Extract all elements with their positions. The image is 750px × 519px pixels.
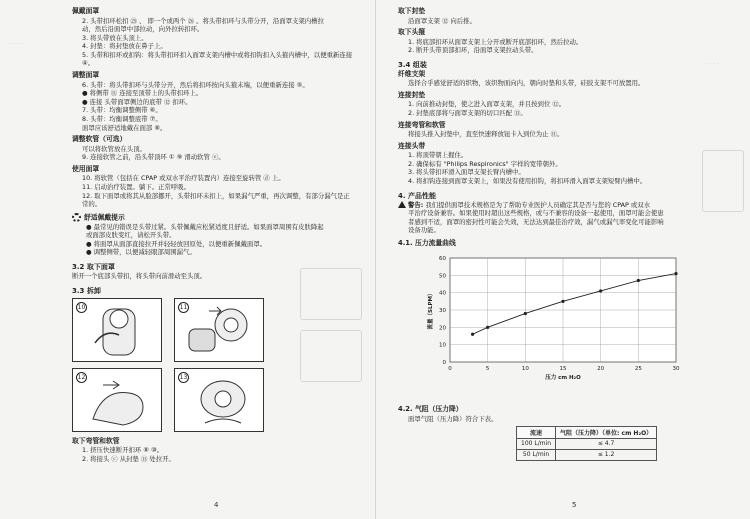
text-line: 面罩应该舒适地戴在面部 ⑧。 <box>82 123 167 132</box>
bleed-through-text: · · · · · <box>8 41 24 47</box>
data-point <box>637 279 640 282</box>
section-heading: 使用面罩 <box>72 164 100 173</box>
data-point <box>599 290 602 293</box>
y-tick-label: 50 <box>439 273 446 280</box>
text-line: 动，然后沿面罩中部拉动，向外拉转扣环。 <box>82 25 204 34</box>
text-line: ● 连接 头带面罩侧边的底带 ⑫ 扣环。 <box>82 97 192 106</box>
y-tick-label: 60 <box>439 256 446 263</box>
table-header-row <box>517 426 657 438</box>
table-cell: ≤ 4.7 <box>556 438 657 449</box>
figure-number: 10 <box>77 303 86 311</box>
text-line: 3. 将头带放在头顶上。 <box>82 33 148 42</box>
figure-number: 12 <box>77 373 86 381</box>
paragraph: 面罩气阻（压力降）符合下表。 <box>408 414 498 423</box>
section-heading: 3.2 取下面罩 <box>72 263 115 272</box>
text-line: 1. 将底部扣环从面罩支架上分开或断开底部扣环，然后拉动。 <box>408 37 583 46</box>
y-tick-label: 40 <box>439 291 446 298</box>
section-heading: 纤维支架 <box>398 69 426 78</box>
tips-heading-text: 舒适佩戴提示 <box>84 213 125 222</box>
text-line: 或面部皮肤变红，请松开头带。 <box>86 231 176 240</box>
warning-body <box>398 209 698 235</box>
text-line: 平治疗设备兼容。如果使用时超出这些规格，或与不兼容的设备一起使用，面罩可能会使患 <box>408 209 664 218</box>
warning-label: 警告: <box>408 200 424 209</box>
table-row <box>517 438 657 449</box>
section-heading: 连接封垫 <box>398 90 426 99</box>
section-heading: 连接弯管和软管 <box>398 120 446 129</box>
figure-12 <box>72 368 162 432</box>
data-point <box>561 300 564 303</box>
figure-row <box>72 368 362 432</box>
page-number: 5 <box>572 501 577 509</box>
text-line: 1. 将顶带朝上握住。 <box>408 151 468 160</box>
section-body <box>72 17 362 69</box>
section-body <box>398 17 698 26</box>
x-tick-label: 20 <box>597 366 605 373</box>
section-heading: 4.1. 压力流量曲线 <box>398 238 456 247</box>
section-heading: 调整面罩 <box>72 71 100 80</box>
text-line: 将接头推入封垫中，直至快速释放钮卡入到位为止 ⑪。 <box>408 130 564 139</box>
paragraph: 断开一个底部头带扣，将头带向前滑动至头顶。 <box>72 272 207 281</box>
section-heading: 取下头箍 <box>398 28 426 37</box>
text-line: 4. 将扣钩连接到面罩支架上，如果没有使用扣钩，将扣环滑入面罩支架短臂内槽中。 <box>408 176 647 185</box>
flow-chart <box>398 250 698 402</box>
warning-line <box>398 201 698 210</box>
section-body <box>398 79 698 88</box>
section-heading: 4. 产品性能 <box>398 191 436 200</box>
text-line: 可以将软管放在头顶。 <box>82 144 146 153</box>
section-heading: 3.3 拆卸 <box>72 286 101 295</box>
data-point <box>524 312 527 315</box>
text-line: 11. 启动治疗装置。躺下。正常呼吸。 <box>82 182 191 191</box>
section-heading: 连接头带 <box>398 141 426 150</box>
tips-heading <box>72 213 362 223</box>
y-tick-label: 10 <box>439 343 446 350</box>
y-tick-label: 20 <box>439 325 446 332</box>
x-tick-label: 15 <box>559 366 567 373</box>
x-tick-label: 30 <box>672 366 680 373</box>
x-tick-label: 25 <box>634 366 642 373</box>
section-body <box>398 130 698 139</box>
text-line: 2. 将接头 ⓒ 从封垫 ⑪ 处拉开。 <box>82 454 175 463</box>
data-point <box>486 326 489 329</box>
text-line: 设备功能。 <box>408 226 440 235</box>
table-header: 气阻（压力降）（单位: cm H₂O） <box>556 426 657 438</box>
section-body <box>398 151 698 185</box>
section-heading: 4.2. 气阻（压力降） <box>398 405 463 414</box>
text-line: 7. 头带：均衡调整侧带 ⑥。 <box>82 106 162 115</box>
table-cell: 100 L/min <box>517 438 556 449</box>
y-tick-label: 30 <box>439 308 446 315</box>
section-heading: 调整软管（可选） <box>72 135 127 144</box>
warning-text: 我们提供面罩技术规格是为了帮助专业医护人员确定其是否与您的 CPAP 或双水 <box>425 200 651 209</box>
text-line: 8. 头带：均衡调整底带 ⑦。 <box>82 114 162 123</box>
section-body <box>72 446 362 463</box>
text-line: 1. 向前推动封垫，使之进入面罩支架，并且按到位 ⑫。 <box>408 100 566 109</box>
data-point <box>471 333 474 336</box>
x-tick-label: 5 <box>485 366 490 373</box>
figure-11 <box>174 298 264 362</box>
text-line: 12. 取下面罩或将其从脸部挪开，头带扣环未扣上，如果漏气严重，再次调整，有部分漏气是正 <box>82 191 350 200</box>
page-number: 4 <box>214 501 219 509</box>
text-line: 2. 封垫底部将与面罩支架的切口匹配 ⑬。 <box>408 108 527 117</box>
table-header: 流速 <box>517 426 556 438</box>
section-body <box>398 38 698 55</box>
text-line: 沿面罩支架 ⑫ 向后推。 <box>408 16 476 25</box>
left-column <box>72 4 362 463</box>
text-line: 2. 断开头带顶部扣环，沿面罩支架拉动头带。 <box>408 46 538 55</box>
table-cell: ≤ 1.2 <box>556 449 657 460</box>
x-tick-label: 10 <box>521 366 529 373</box>
y-axis-label: 流量（SLPM） <box>428 290 434 330</box>
data-point <box>674 272 677 275</box>
section-body <box>72 81 362 133</box>
tips-body <box>72 223 362 257</box>
text-line: ● 调整侧带，以便减轻眼部周围漏气。 <box>86 248 196 257</box>
text-line: 1. 挤压快速断开扣环 ⑧ ⑩。 <box>82 446 164 455</box>
section-heading: 取下弯管和软管 <box>72 436 120 445</box>
text-line: 6. 头带：将头带扣环与头带分开，然后将扣环按向头箍末端，以便重新连接 ⑤。 <box>82 80 309 89</box>
text-line: ● 最常见的错误是头带过紧。头带佩戴应松紧适度且舒适。如果面罩周围有皮肤降起 <box>86 222 324 231</box>
text-line: 常的。 <box>82 200 102 209</box>
text-line: 9. 连接软管之前，沿头带顶环 ① ⑨ 滑动软管 ⓔ。 <box>82 153 225 162</box>
table-row <box>517 449 657 460</box>
table-cell: 50 L/min <box>517 449 556 460</box>
figure-10 <box>72 298 162 362</box>
text-line: 10. 将软管（包括在 CPAP 或双水平治疗装置内）连接至旋转管 ⓓ 上。 <box>82 174 285 183</box>
figure-number: 13 <box>179 373 188 381</box>
figure-13 <box>174 368 264 432</box>
y-tick-label: 0 <box>442 360 446 367</box>
text-line: 2. 头带扣环松扣 ㉕ 、 即一个或两个 ㉖ 。将头带扣环与头带分开，沿面罩支架内槽拉 <box>82 16 324 25</box>
text-line: 4. 封垫：将封垫放在鼻子上。 <box>82 42 167 51</box>
text-line: 3. 将头带扣环滑入面罩支架长臂内槽中。 <box>408 168 525 177</box>
text-line: 2. 确保标有 "Philips Respironics" 字样的宽带朝外。 <box>408 159 562 168</box>
x-axis-label: 压力 cm H₂O <box>545 375 581 382</box>
figure-number: 11 <box>179 303 188 311</box>
text-line: 5. 头带和扣环或扣钩：将头带扣环扣入面罩支架内槽中或将扣钩扣入头箍内槽中，以便重新连接 <box>82 50 353 59</box>
pressure-flow-chart-svg <box>398 250 698 398</box>
section-body <box>72 145 362 162</box>
section-heading: 佩戴面罩 <box>72 7 100 15</box>
right-column <box>398 4 698 461</box>
text-line: ● 将面罩从面部直接拉开并轻轻放回原处，以便重新佩戴面罩。 <box>86 239 267 248</box>
section-body <box>398 100 698 117</box>
text-line: ④。 <box>82 59 95 68</box>
section-heading: 取下封垫 <box>398 7 426 15</box>
bleed-through-figure <box>702 150 744 212</box>
section-body <box>72 174 362 208</box>
x-tick-label: 0 <box>448 366 452 373</box>
right-page <box>375 0 750 519</box>
warning-icon <box>398 201 406 208</box>
text-line: ● 将侧带 ⑪ 连接至顶带上的头带扣环上。 <box>82 89 203 98</box>
air-resistance-table <box>516 426 657 461</box>
gear-icon <box>72 213 81 222</box>
text-line: 选择合乎感觉舒适的织物，该织物面向内，朝向时垫和头带，硅胶支架不可放置用。 <box>408 79 645 88</box>
bleed-through-text: · · · · <box>706 61 719 67</box>
figure-row <box>72 298 362 362</box>
text-line: 者感到不适，面罩的密封性可能会失效，无法达到最佳治疗效，漏气或漏气率变化可能影响 <box>408 217 664 226</box>
section-heading: 3.4 组装 <box>398 60 427 69</box>
